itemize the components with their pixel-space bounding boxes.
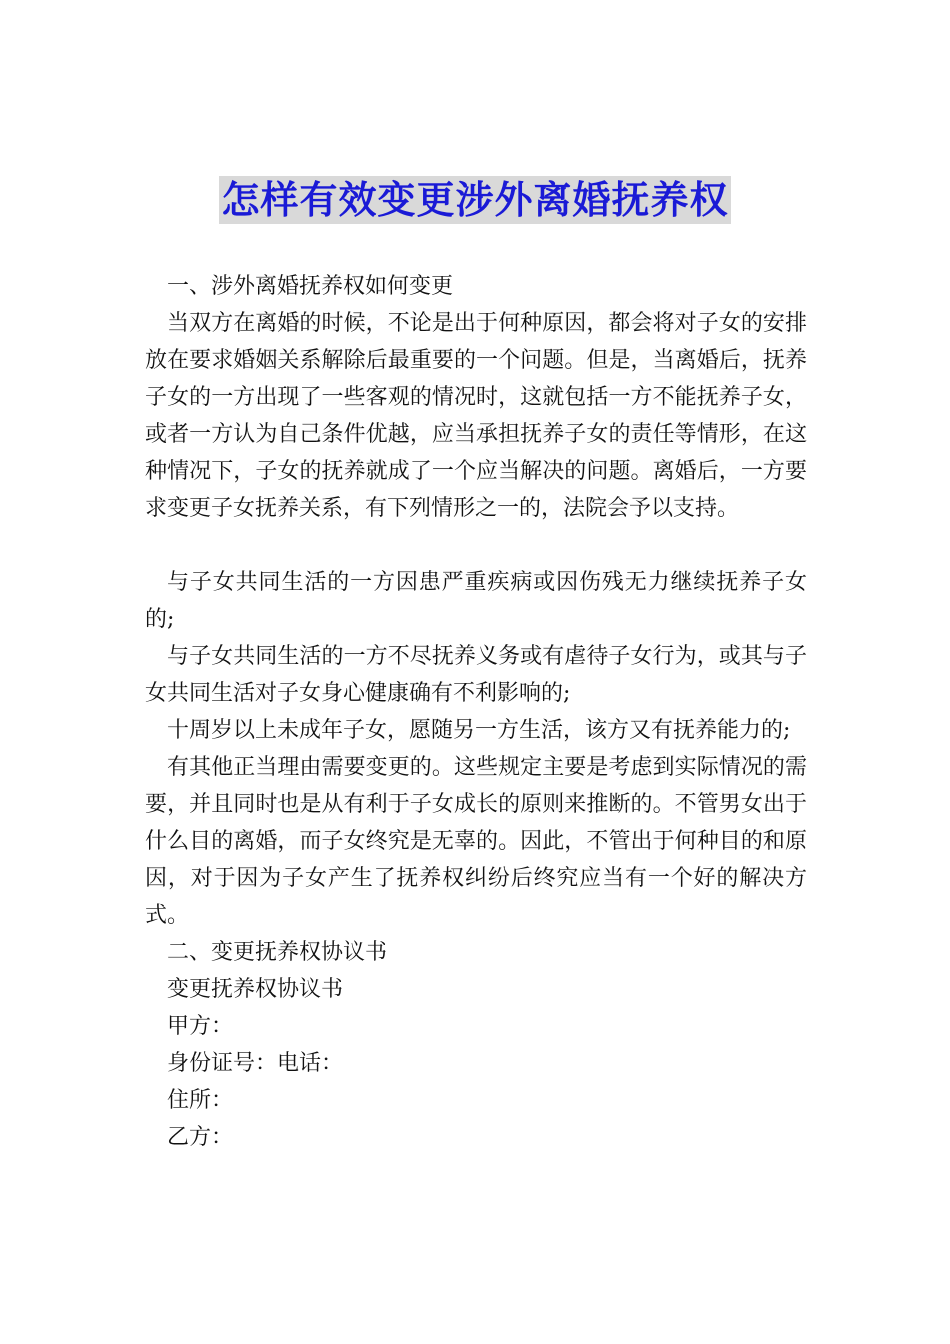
section-2-heading: 二、变更抚养权协议书 xyxy=(167,940,388,965)
party-b-field: 乙方： xyxy=(167,1125,234,1150)
party-a-field: 甲方： xyxy=(167,1014,234,1039)
address-field: 住所： xyxy=(167,1088,234,1113)
document-title: 怎样有效变更涉外离婚抚养权 xyxy=(221,178,729,222)
condition-1: 与子女共同生活的一方因患严重疾病或因伤残无力继续抚养子女的; xyxy=(145,570,807,632)
condition-2: 与子女共同生活的一方不尽抚养义务或有虐待子女行为，或其与子女共同生活对子女身心健康确有不利影响的; xyxy=(145,644,807,706)
agreement-title: 变更抚养权协议书 xyxy=(167,977,344,1002)
condition-3: 十周岁以上未成年子女，愿随另一方生活，该方又有抚养能力的; xyxy=(167,718,791,743)
section-1-heading: 一、涉外离婚抚养权如何变更 xyxy=(167,274,454,299)
blank-line xyxy=(145,527,807,564)
condition-4: 有其他正当理由需要变更的。这些规定主要是考虑到实际情况的需要，并且同时也是从有利于子女成长的原则来推断的。不管男女出于什么目的离婚，而子女终究是无辜的。因此，不管出于何种目的和原因，对于因为子女产生了抚养权纠纷后终究应当有一个好的解决方式。 xyxy=(145,755,807,928)
paragraph-intro: 当双方在离婚的时候，不论是出于何种原因，都会将对子女的安排放在要求婚姻关系解除后最重要的一个问题。但是，当离婚后，抚养子女的一方出现了一些客观的情况时，这就包括一方不能抚养子女，或者一方认为自己条件优越，应当承担抚养子女的责任等情形，在这种情况下，子女的抚养就成了一个应当解决的问题。离婚后，一方要求变更子女抚养关系，有下列情形之一的，法院会予以支持。 xyxy=(145,311,807,521)
document-body xyxy=(145,268,807,1156)
id-phone-field: 身份证号：电话： xyxy=(167,1051,344,1076)
title-container xyxy=(0,176,950,224)
